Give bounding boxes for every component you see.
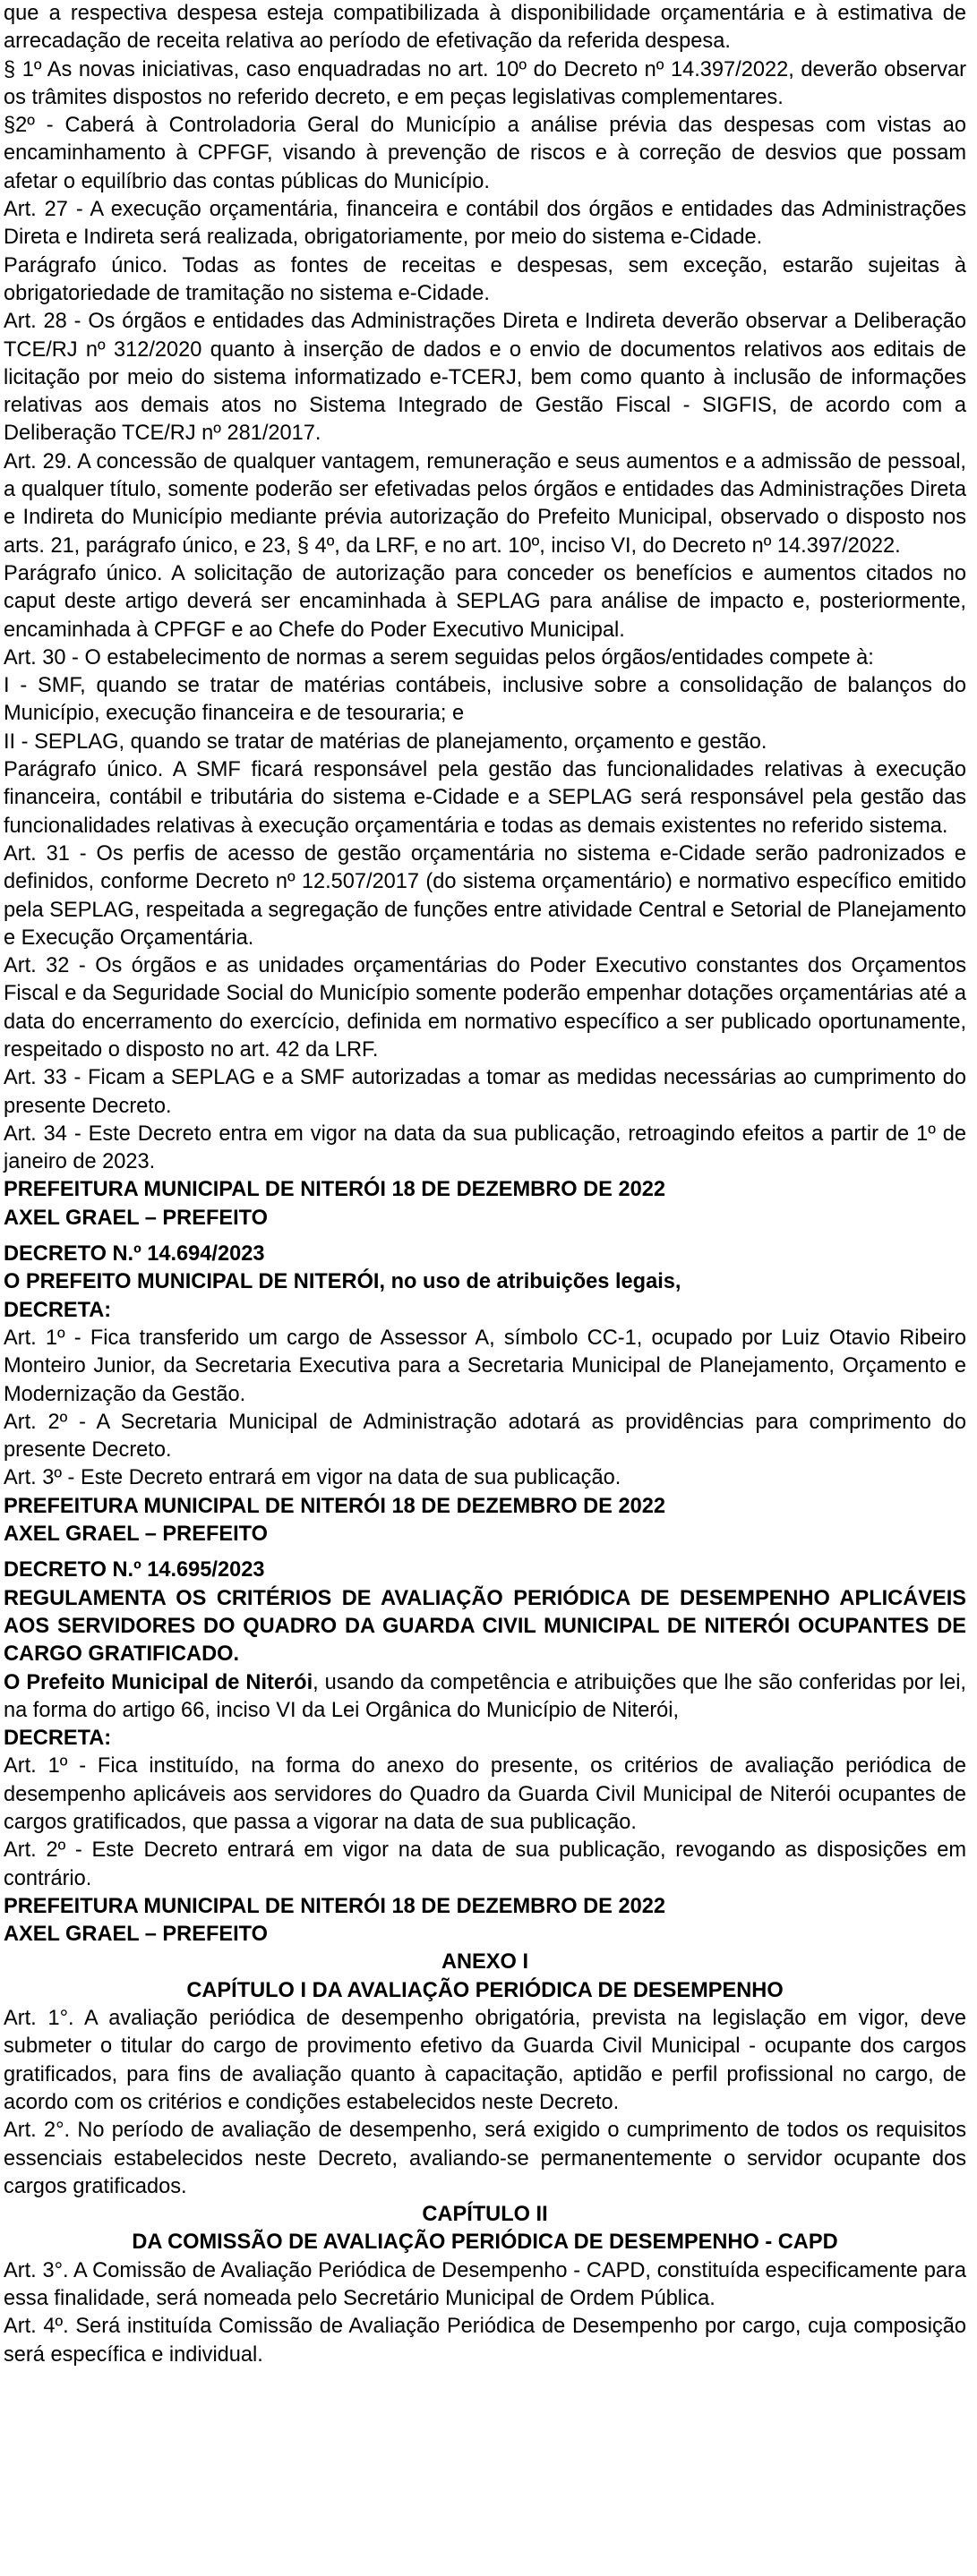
article-paragraph: Art. 4º. Será instituída Comissão de Avaliação Periódica de Desempenho por cargo, cuja composição será específica e individual. bbox=[4, 2315, 966, 2367]
paragraph: II - SEPLAG, quando se tratar de matérias de planejamento, orçamento e gestão. bbox=[4, 729, 767, 754]
paragraph: REGULAMENTA OS CRITÉRIOS DE AVALIAÇÃO PERIÓDICA DE DESEMPENHO APLICÁVEIS AOS SERVIDORES DO QUADRO DA GUARDA CIVIL MUNICIPAL DE NITERÓI OCUPANTES DE CARGO GRATIFICADO. bbox=[4, 1586, 966, 1667]
annex-heading: ANEXO I bbox=[441, 1950, 528, 1975]
sole-paragraph: Parágrafo único. A SMF ficará responsável pela gestão das funcionalidades relativas à execução financeira, contábil e tributária do sistema e-Cidade e a SEPLAG será responsável pela gestão das funcionalidades relativas à execução orçamentária e todas as demais existentes no referido sistema. bbox=[4, 758, 966, 838]
chapter-heading: DA COMISSÃO DE AVALIAÇÃO PERIÓDICA DE DESEMPENHO - CAPD bbox=[132, 2231, 838, 2255]
section-paragraph: §2º - Caberá à Controladoria Geral do Município a análise prévia das despesas com vistas ao encaminhamento à CPFGF, visando à prevenção de riscos e à correção de desvios que possam afetar o equilíbrio das contas públicas do Município. bbox=[4, 114, 966, 193]
sole-paragraph: Parágrafo único. Todas as fontes de receitas e despesas, sem exceção, estarão sujeitas à obrigatoriedade de tramitação no sistema e-Cidade. bbox=[4, 253, 966, 305]
paragraph: O Prefeito Municipal de Niterói, usando da competência e atribuições que lhe são conferidas por lei, na forma do artigo 66, inciso VI da Lei Orgânica do Município de Niterói, bbox=[4, 1670, 966, 1722]
signature-place-date: PREFEITURA MUNICIPAL DE NITERÓI 18 DE DEZEMBRO DE 2022 bbox=[4, 1494, 665, 1518]
article-paragraph: Art. 27 - A execução orçamentária, financeira e contábil dos órgãos e entidades das Administrações Direta e Indireta será realizada, obrigatoriamente, por meio do sistema e-Cidade. bbox=[4, 198, 966, 250]
article-paragraph: Art. 2º - A Secretaria Municipal de Administração adotará as providências para comprimento do presente Decreto. bbox=[4, 1410, 966, 1463]
article-paragraph: Art. 32 - Os órgãos e as unidades orçamentárias do Poder Executivo constantes dos Orçamentos Fiscal e da Seguridade Social do Município somente poderão empenhar dotações orçamentárias até a data do encerramento do exercício, definida em normativo específico a ser publicado oportunamente, respeitado o disposto no art. 42 da LRF. bbox=[4, 954, 966, 1062]
article-paragraph: Art. 1º - Fica transferido um cargo de Assessor A, símbolo CC-1, ocupado por Luiz Otavio Ribeiro Monteiro Junior, da Secretaria Executiva para a Secretaria Municipal de Planejamento, Orçamento e Modernização da Gestão. bbox=[4, 1326, 966, 1406]
article-paragraph: Art. 3°. A Comissão de Avaliação Periódica de Desempenho - CAPD, constituída especificamente para essa finalidade, será nomeada pelo Secretário Municipal de Ordem Pública. bbox=[4, 2258, 966, 2311]
signature-place-date: PREFEITURA MUNICIPAL DE NITERÓI 18 DE DEZEMBRO DE 2022 bbox=[4, 1894, 665, 1918]
decree-number-heading: DECRETO N.º 14.694/2023 bbox=[4, 1242, 265, 1267]
article-paragraph: Art. 1º - Fica instituído, na forma do anexo do presente, os critérios de avaliação periódica de desempenho aplicáveis aos servidores do Quadro da Guarda Civil Municipal de Niterói ocupantes de cargos gratificados, que passa a vigorar na data de sua publicação. bbox=[4, 1754, 966, 1834]
article-paragraph: Art. 30 - O estabelecimento de normas a serem seguidas pelos órgãos/entidades compete à: bbox=[4, 645, 874, 670]
paragraph: I - SMF, quando se tratar de matérias contábeis, inclusive sobre a consolidação de balanços do Município, execução financeira e de tesouraria; e bbox=[4, 674, 966, 726]
decreta-heading: DECRETA: bbox=[4, 1298, 112, 1322]
signature-name: AXEL GRAEL – PREFEITO bbox=[4, 1206, 268, 1230]
decree-number-heading: DECRETO N.º 14.695/2023 bbox=[4, 1558, 265, 1582]
article-paragraph: Art. 2°. No período de avaliação de desempenho, será exigido o cumprimento de todos os requisitos essenciais estabelecidos neste Decreto, avaliando-se permanentemente o servidor ocupante dos cargos gratificados. bbox=[4, 2119, 966, 2198]
article-paragraph: Art. 28 - Os órgãos e entidades das Administrações Direta e Indireta deverão observar a Deliberação TCE/RJ nº 312/2020 quanto à inserção de dados e o envio de documentos relativos aos editais de licitação por meio do sistema informatizado e-TCERJ, bem como quanto à inclusão de informações relativas aos demais atos no Sistema Integrado de Gestão Fiscal - SIGFIS, de acordo com a Deliberação TCE/RJ nº 281/2017. bbox=[4, 310, 966, 446]
article-paragraph: Art. 33 - Ficam a SEPLAG e a SMF autorizadas a tomar as medidas necessárias ao cumprimento do presente Decreto. bbox=[4, 1066, 966, 1118]
bold-lead-text: O Prefeito Municipal de Niterói bbox=[4, 1670, 313, 1694]
paragraph: que a respectiva despesa esteja compatibilizada à disponibilidade orçamentária e à estimativa de arrecadação de receita relativa ao período de efetivação da referida despesa. bbox=[4, 2, 966, 54]
sole-paragraph: Parágrafo único. A solicitação de autorização para conceder os benefícios e aumentos citados no caput deste artigo deverá ser encaminhada à SEPLAG para análise de impacto e, posteriormente, encaminhada à CPFGF e ao Chefe do Poder Executivo Municipal. bbox=[4, 561, 966, 642]
section-paragraph: § 1º As novas iniciativas, caso enquadradas no art. 10º do Decreto nº 14.397/2022, deverão observar os trâmites dispostos no referido decreto, e em peças legislativas complementares. bbox=[4, 57, 966, 109]
article-paragraph: Art. 34 - Este Decreto entra em vigor na data da sua publicação, retroagindo efeitos a partir de 1º de janeiro de 2023. bbox=[4, 1122, 966, 1174]
signature-name: AXEL GRAEL – PREFEITO bbox=[4, 1923, 268, 1947]
article-paragraph: Art. 1°. A avaliação periódica de desempenho obrigatória, prevista na legislação em vigor, deve submeter o titular do cargo de provimento efetivo da Guarda Civil Municipal - ocupante dos cargos gratificados, para fins de avaliação quanto à capacitação, aptidão e perfil profissional no cargo, de acordo com os critérios e condições estabelecidos neste Decreto. bbox=[4, 2007, 966, 2114]
chapter-heading: CAPÍTULO I DA AVALIAÇÃO PERIÓDICA DE DESEMPENHO bbox=[186, 1978, 784, 2002]
decreta-heading: DECRETA: bbox=[4, 1727, 112, 1751]
article-paragraph: Art. 31 - Os perfis de acesso de gestão orçamentária no sistema e-Cidade serão padronizados e definidos, conforme Decreto nº 12.507/2017 (do sistema orçamentário) e normativo específico emitido pela SEPLAG, respeitada a segregação de funções entre atividade Central e Setorial de Planejamento e Execução Orçamentária. bbox=[4, 841, 966, 950]
article-paragraph: Art. 3º - Este Decreto entrará em vigor na data de sua publicação. bbox=[4, 1466, 621, 1490]
signature-place-date: PREFEITURA MUNICIPAL DE NITERÓI 18 DE DEZEMBRO DE 2022 bbox=[4, 1178, 665, 1202]
article-paragraph: Art. 29. A concessão de qualquer vantagem, remuneração e seus aumentos e a admissão de pessoal, a qualquer título, somente poderão ser efetivadas pelos órgãos e entidades das Administrações Direta e Indireta do Município mediante prévia autorização do Prefeito Municipal, observado o disposto nos arts. 21, parágrafo único, e 23, § 4º, da LRF, e no art. 10º, inciso VI, do Decreto nº 14.397/2022. bbox=[4, 449, 966, 558]
chapter-heading: CAPÍTULO II bbox=[422, 2203, 548, 2227]
signature-name: AXEL GRAEL – PREFEITO bbox=[4, 1523, 268, 1547]
article-paragraph: Art. 2º - Este Decreto entrará em vigor na data de sua publicação, revogando as disposições em contrário. bbox=[4, 1838, 966, 1890]
paragraph: O PREFEITO MUNICIPAL DE NITERÓI, no uso de atribuições legais, bbox=[4, 1270, 681, 1294]
